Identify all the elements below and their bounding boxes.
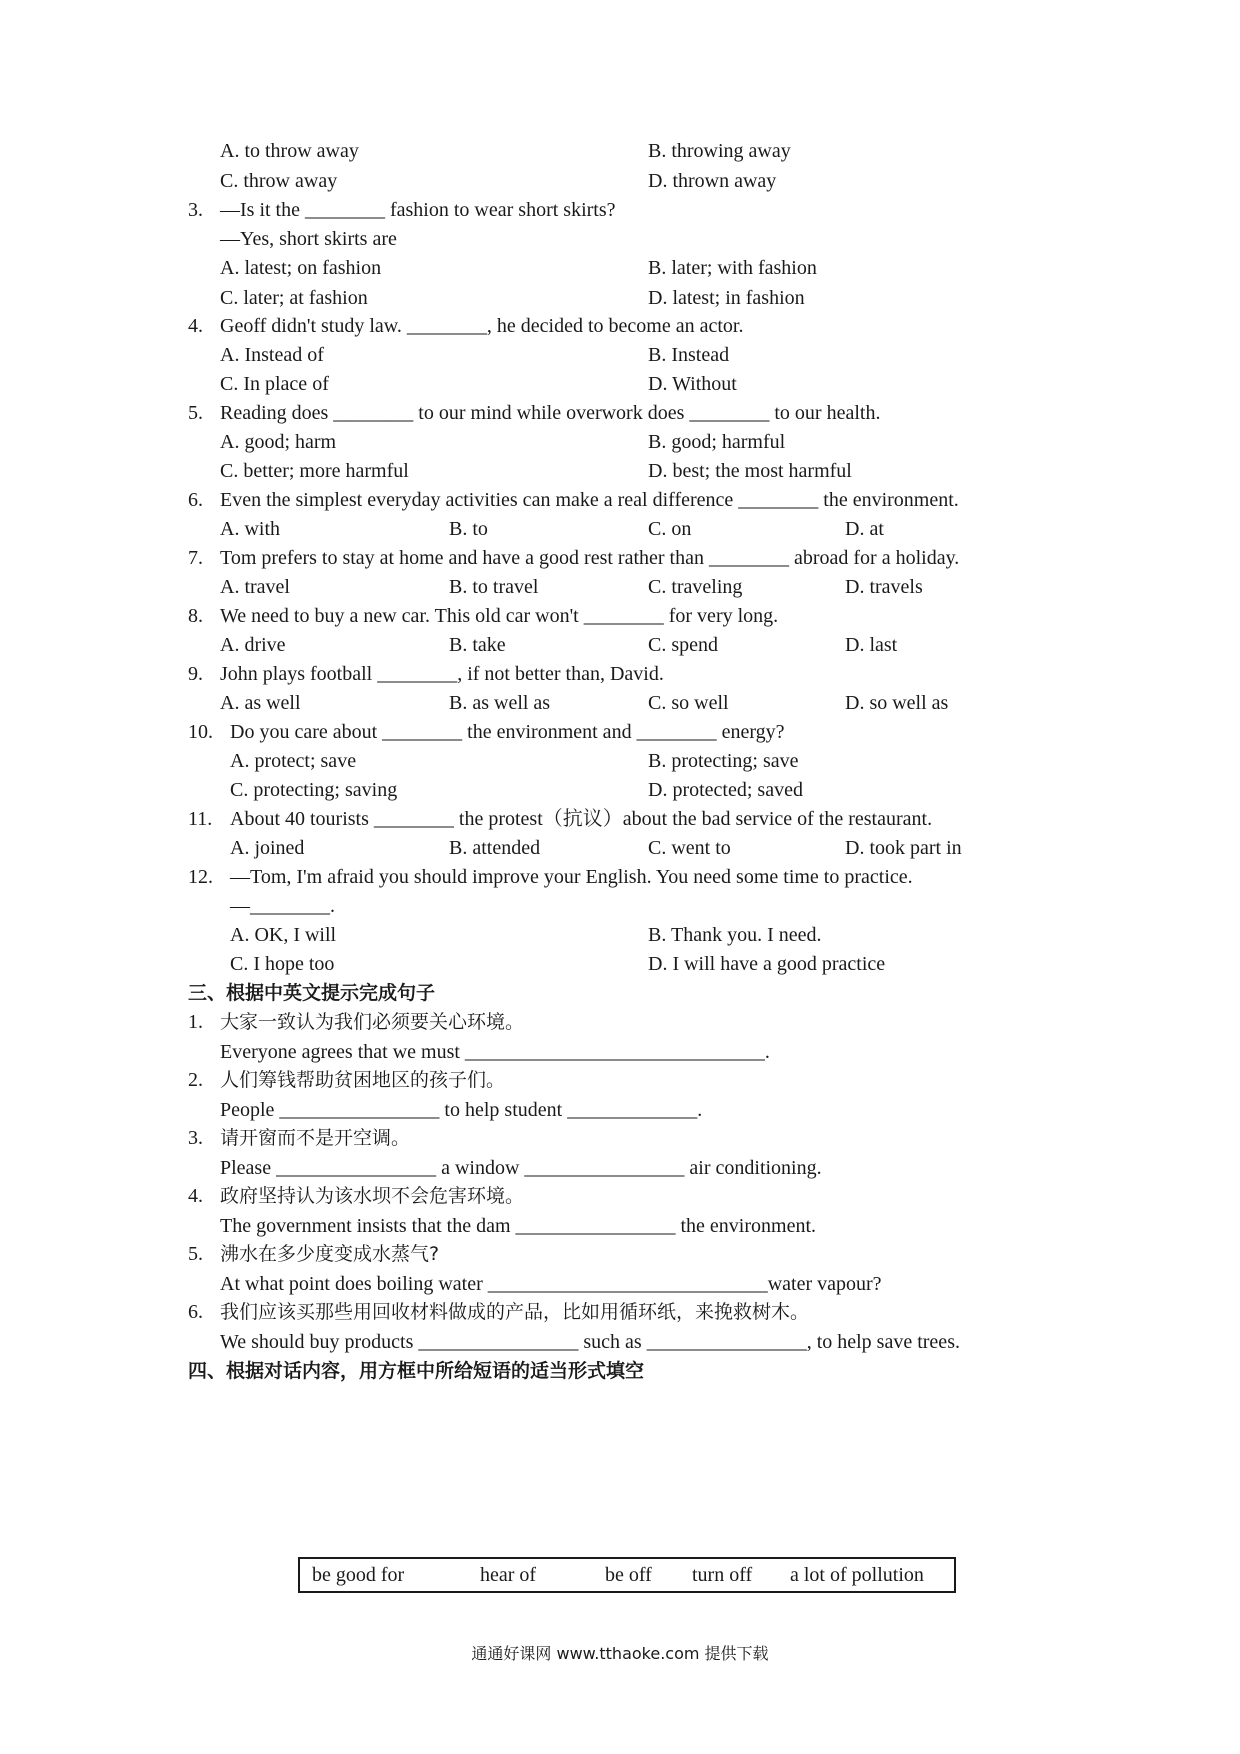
- q10-number: 10.: [188, 721, 213, 743]
- s3-item3-number: 3.: [188, 1127, 203, 1149]
- q3-option-c: C. later; at fashion: [220, 287, 368, 309]
- q4-number: 4.: [188, 315, 203, 337]
- s3-item3-english: Please ________________ a window ________________ air conditioning.: [220, 1157, 822, 1179]
- q2-option-a: A. to throw away: [220, 140, 359, 162]
- q3-option-b: B. later; with fashion: [648, 257, 817, 279]
- s3-item6-chinese: 我们应该买那些用回收材料做成的产品，比如用循环纸，来挽救树木。: [220, 1301, 810, 1323]
- q7-stem: Tom prefers to stay at home and have a good rest rather than ________ abroad for a holiday.: [220, 547, 960, 569]
- q8-option-a: A. drive: [220, 634, 286, 656]
- q11-option-c: C. went to: [648, 837, 731, 859]
- q12-option-d: D. I will have a good practice: [648, 953, 886, 975]
- q9-number: 9.: [188, 663, 203, 685]
- q4-option-d: D. Without: [648, 373, 737, 395]
- s3-item2-chinese: 人们筹钱帮助贫困地区的孩子们。: [220, 1069, 506, 1091]
- s3-item5-number: 5.: [188, 1243, 203, 1265]
- q11-option-d: D. took part in: [845, 837, 962, 859]
- s3-item5-chinese: 沸水在多少度变成水蒸气?: [220, 1243, 440, 1265]
- s3-item1-number: 1.: [188, 1011, 203, 1033]
- section4-heading: 四、根据对话内容，用方框中所给短语的适当形式填空: [188, 1360, 645, 1382]
- q2-option-c: C. throw away: [220, 170, 338, 192]
- q8-option-d: D. last: [845, 634, 898, 656]
- q4-option-c: C. In place of: [220, 373, 329, 395]
- s3-item4-chinese: 政府坚持认为该水坝不会危害环境。: [220, 1185, 525, 1207]
- q10-option-d: D. protected; saved: [648, 779, 803, 801]
- q3-option-a: A. latest; on fashion: [220, 257, 382, 279]
- s3-item4-number: 4.: [188, 1185, 203, 1207]
- q3-number: 3.: [188, 199, 203, 221]
- q9-option-a: A. as well: [220, 692, 301, 714]
- q2-option-d: D. thrown away: [648, 170, 777, 192]
- q7-option-d: D. travels: [845, 576, 923, 598]
- s3-item6-english: We should buy products ________________ such as ________________, to help save trees.: [220, 1331, 960, 1353]
- q6-option-c: C. on: [648, 518, 692, 540]
- q5-stem: Reading does ________ to our mind while overwork does ________ to our health.: [220, 402, 881, 424]
- q8-stem: We need to buy a new car. This old car won't ________ for very long.: [220, 605, 779, 627]
- q6-option-d: D. at: [845, 518, 884, 540]
- q5-option-d: D. best; the most harmful: [648, 460, 852, 482]
- q5-option-a: A. good; harm: [220, 431, 337, 453]
- q12-stem: —Tom, I'm afraid you should improve your English. You need some time to practice.: [230, 866, 913, 888]
- q11-option-b: B. attended: [449, 837, 541, 859]
- q8-number: 8.: [188, 605, 203, 627]
- q6-option-b: B. to: [449, 518, 488, 540]
- phrase-3: be off: [605, 1564, 652, 1586]
- q6-stem: Even the simplest everyday activities can make a real difference ________ the environment.: [220, 489, 959, 511]
- q10-option-b: B. protecting; save: [648, 750, 799, 772]
- q10-option-a: A. protect; save: [230, 750, 357, 772]
- q9-option-d: D. so well as: [845, 692, 949, 714]
- q12-option-a: A. OK, I will: [230, 924, 337, 946]
- q5-option-b: B. good; harmful: [648, 431, 786, 453]
- q12-option-c: C. I hope too: [230, 953, 335, 975]
- s3-item4-english: The government insists that the dam ________________ the environment.: [220, 1215, 817, 1237]
- phrase-1: be good for: [312, 1564, 405, 1586]
- s3-item2-number: 2.: [188, 1069, 203, 1091]
- q8-option-c: C. spend: [648, 634, 718, 656]
- s3-item2-english: People ________________ to help student _____________.: [220, 1099, 703, 1121]
- q7-option-a: A. travel: [220, 576, 290, 598]
- q7-option-b: B. to travel: [449, 576, 539, 598]
- s3-item1-english: Everyone agrees that we must ______________________________.: [220, 1041, 770, 1063]
- q9-option-b: B. as well as: [449, 692, 551, 714]
- q2-option-b: B. throwing away: [648, 140, 791, 162]
- s3-item6-number: 6.: [188, 1301, 203, 1323]
- q12-option-b: B. Thank you. I need.: [648, 924, 822, 946]
- q10-option-c: C. protecting; saving: [230, 779, 398, 801]
- q3-reply: —Yes, short skirts are: [220, 228, 397, 250]
- phrase-5: a lot of pollution: [790, 1564, 924, 1586]
- q5-option-c: C. better; more harmful: [220, 460, 409, 482]
- q3-option-d: D. latest; in fashion: [648, 287, 805, 309]
- q7-number: 7.: [188, 547, 203, 569]
- q3-stem: —Is it the ________ fashion to wear short skirts?: [220, 199, 616, 221]
- q4-option-b: B. Instead: [648, 344, 730, 366]
- q8-option-b: B. take: [449, 634, 506, 656]
- phrase-box: [298, 1557, 956, 1593]
- q5-number: 5.: [188, 402, 203, 424]
- phrase-4: turn off: [692, 1564, 753, 1586]
- s3-item3-chinese: 请开窗而不是开空调。: [220, 1127, 411, 1149]
- q7-option-c: C. traveling: [648, 576, 743, 598]
- q12-reply: —________.: [230, 895, 335, 917]
- phrase-2: hear of: [480, 1564, 537, 1586]
- q12-number: 12.: [188, 866, 213, 888]
- s3-item5-english: At what point does boiling water ____________________________water vapour?: [220, 1273, 882, 1295]
- section3-heading: 三、根据中英文提示完成句子: [188, 982, 436, 1004]
- q11-number: 11.: [188, 808, 213, 830]
- q4-stem: Geoff didn't study law. ________, he decided to become an actor.: [220, 315, 744, 337]
- q11-option-a: A. joined: [230, 837, 305, 859]
- q6-option-a: A. with: [220, 518, 280, 540]
- q10-stem: Do you care about ________ the environment and ________ energy?: [230, 721, 785, 743]
- s3-item1-chinese: 大家一致认为我们必须要关心环境。: [220, 1011, 525, 1033]
- q4-option-a: A. Instead of: [220, 344, 324, 366]
- q9-stem: John plays football ________, if not better than, David.: [220, 663, 664, 685]
- q11-stem: About 40 tourists ________ the protest（抗议）about the bad service of the restaurant.: [230, 808, 933, 830]
- q6-number: 6.: [188, 489, 203, 511]
- page-footer: 通通好课网 www.tthaoke.com 提供下载: [471, 1644, 769, 1663]
- q9-option-c: C. so well: [648, 692, 729, 714]
